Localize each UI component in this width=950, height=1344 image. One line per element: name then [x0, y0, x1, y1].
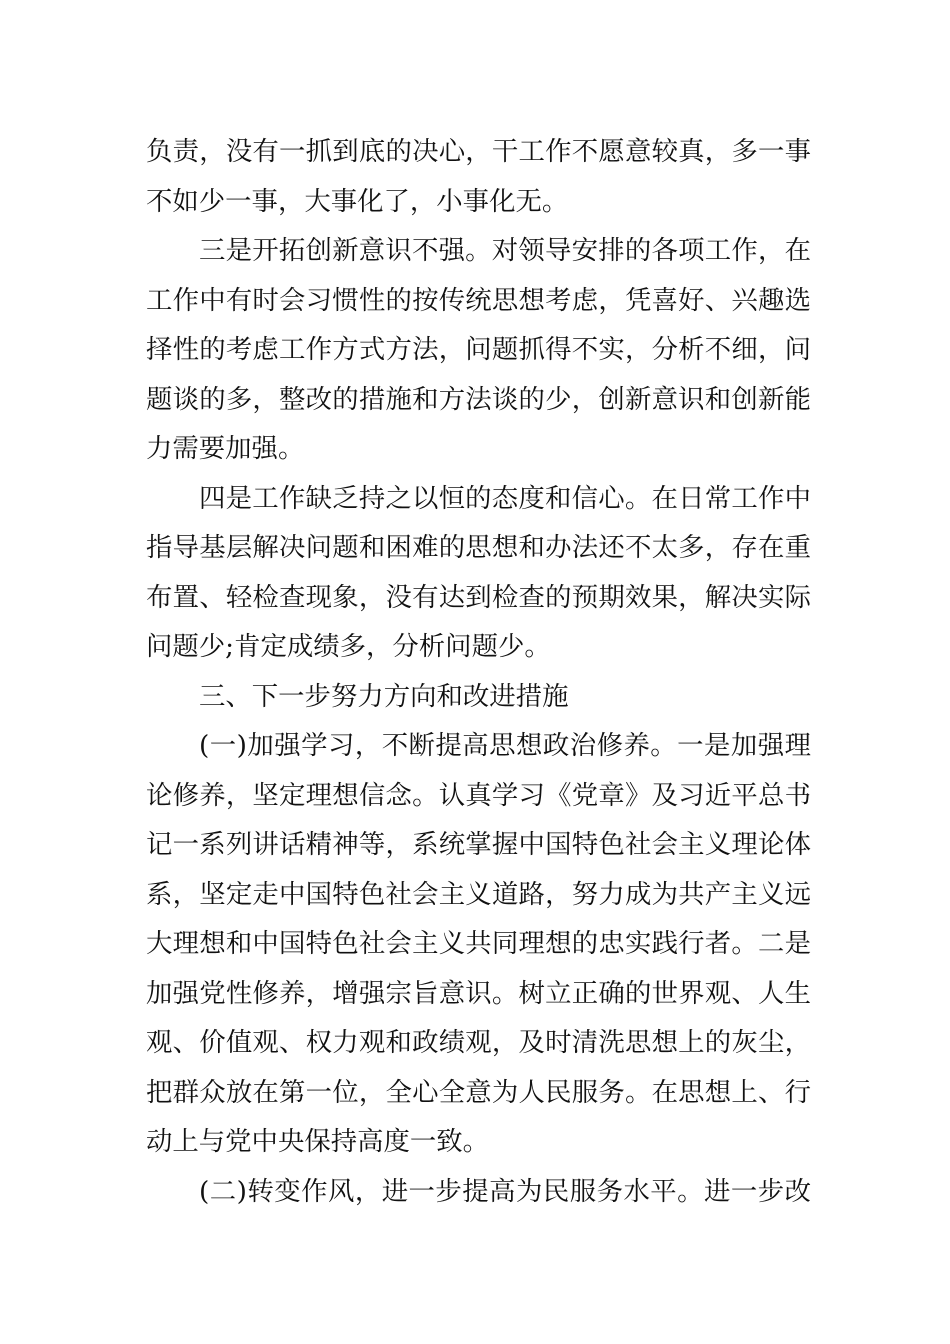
- text-line: 负责，没有一抓到底的决心，干工作不愿意较真，多一事: [146, 136, 811, 167]
- text-line: 系，坚定走中国特色社会主义道路，努力成为共产主义远: [146, 878, 811, 910]
- text-line: 大理想和中国特色社会主义共同理想的忠实践行者。二是: [146, 928, 811, 959]
- text-line: (二)转变作风，进一步提高为民服务水平。进一步改: [199, 1175, 811, 1207]
- text-line: 力需要加强。: [146, 433, 305, 464]
- text-line: (一)加强学习，不断提高思想政治修养。一是加强理: [199, 730, 811, 761]
- text-line: 题谈的多，整改的措施和方法谈的少，创新意识和创新能: [146, 383, 811, 415]
- text-line: 问题少;肯定成绩多，分析问题少。: [146, 631, 551, 662]
- text-line: 观、价值观、权力观和政绩观，及时清洗思想上的灰尘，: [146, 1027, 811, 1058]
- text-line: 把群众放在第一位，全心全意为人民服务。在思想上、行: [146, 1076, 811, 1108]
- text-line: 动上与党中央保持高度一致。: [146, 1126, 490, 1157]
- text-line: 择性的考虑工作方式方法，问题抓得不实，分析不细，问: [146, 334, 811, 365]
- text-line: 三是开拓创新意识不强。对领导安排的各项工作，在: [199, 235, 811, 266]
- text-line: 布置、轻检查现象，没有达到检查的预期效果，解决实际: [146, 581, 811, 613]
- text-line: 论修养，坚定理想信念。认真学习《党章》及习近平总书: [146, 779, 811, 811]
- text-line: 加强党性修养，增强宗旨意识。树立正确的世界观、人生: [146, 977, 811, 1009]
- text-line: 不如少一事，大事化了，小事化无。: [146, 185, 569, 217]
- text-line: 记一系列讲话精神等，系统掌握中国特色社会主义理论体: [146, 829, 811, 860]
- text-line: 工作中有时会习惯性的按传统思想考虑，凭喜好、兴趣选: [146, 284, 811, 316]
- document-body: [146, 127, 811, 1216]
- text-line: 指导基层解决问题和困难的思想和办法还不太多，存在重: [146, 532, 811, 563]
- text-line: 四是工作缺乏持之以恒的态度和信心。在日常工作中: [199, 482, 811, 514]
- text-line: 三、下一步努力方向和改进措施: [199, 680, 569, 712]
